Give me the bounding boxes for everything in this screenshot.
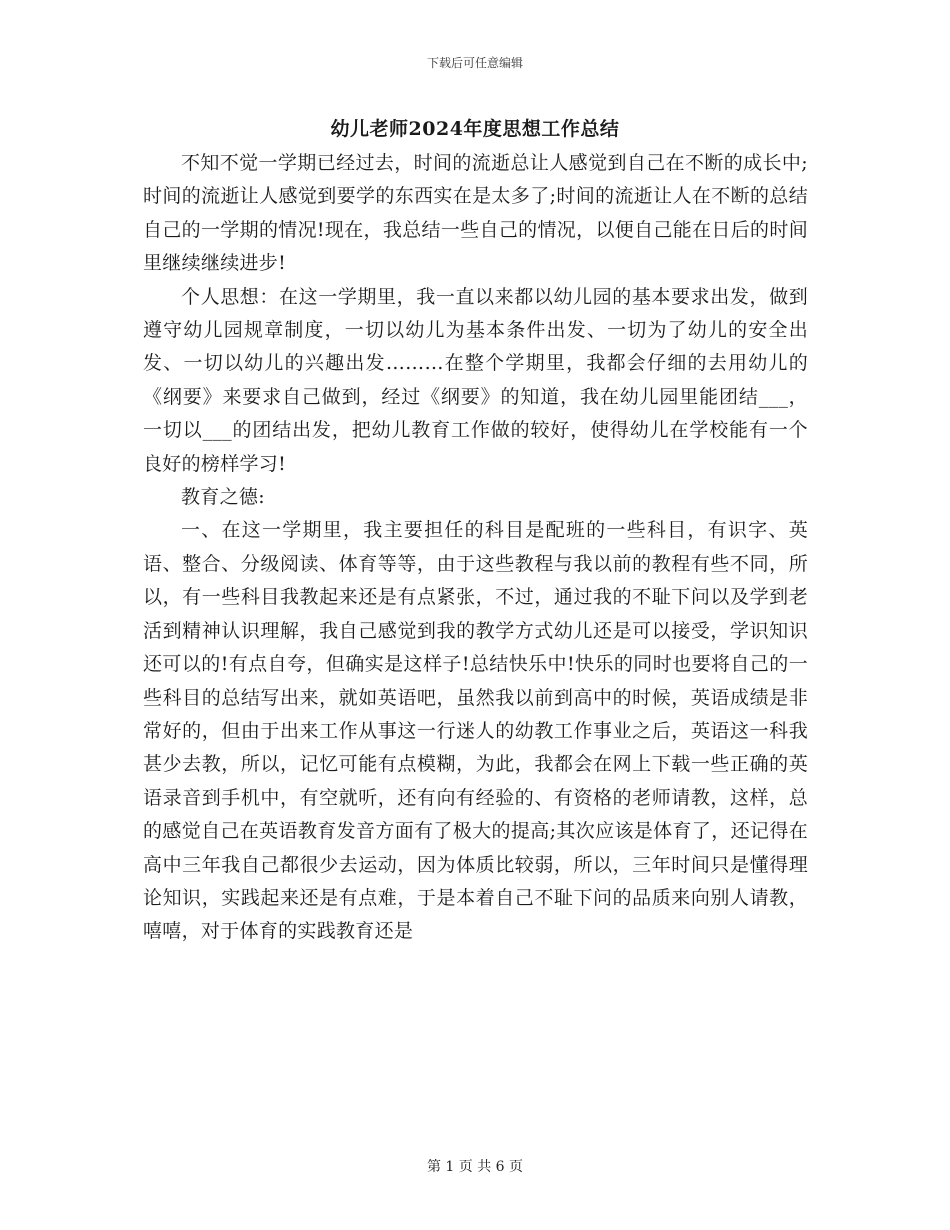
paragraph-section-heading: 教育之德: (181, 486, 265, 509)
paragraph-teaching: 一、在这一学期里，我主要担任的科目是配班的一些科目，有识字、英语、整合、分级阅读、体育等等，由于这些教程与我以前的教程有些不同，所以，有一些科目我教起来还是有点紧张，不过，通过我的不耻下问以及学到老活到精神认识理解，我自己感觉到我的教学方式幼儿还是可以接受，学识知识还可以的!有点自夸，但确实是这样子!总结快乐中!快乐的同时也要将自己的一些科目的总结写出来，就如英语吧，虽然我以前到高中的时候，英语成绩是非常好的，但由于出来工作从事这一行迷人的幼教工作事业之后，英语这一科我甚少去教，所以，记忆可能有点模糊，为此，我都会在网上下载一些正确的英语录音到手机中，有空就听，还有向有经验的、有资格的老师请教，这样，总的感觉自己在英语教育发音方面有了极大的提高;其次应该是体育了，还记得在高中三年我自己都很少去运动，因为体质比较弱，所以，三年时间只是懂得理论知识，实践起来还是有点难，于是本着自己不耻下问的品质来向别人请教，嘻嘻，对于体育的实践教育还是 (143, 519, 808, 943)
page-header-note: 下载后可任意编辑 (426, 56, 523, 70)
paragraph-intro: 不知不觉一学期已经过去，时间的流逝总让人感觉到自己在不断的成长中;时间的流逝让人感觉到要学的东西实在是太多了;时间的流逝让人在不断的总结自己的一学期的情况!现在，我总结一些自己的情况，以便自己能在日后的时间里继续继续进步! (143, 152, 808, 275)
page-number-footer: 第 1 页 共 6 页 (426, 1159, 524, 1175)
document-title: 幼儿老师2024年度思想工作总结 (330, 118, 620, 140)
paragraph-personal-thoughts: 个人思想：在这一学期里，我一直以来都以幼儿园的基本要求出发，做到遵守幼儿园规章制度，一切以幼儿为基本条件出发、一切为了幼儿的安全出发、一切以幼儿的兴趣出发………在整个学期里，我都会仔细的去用幼儿的《纲要》来要求自己做到，经过《纲要》的知道，我在幼儿园里能团结___，一切以___的团结出发，把幼儿教育工作做的较好，使得幼儿在学校能有一个良好的榜样学习! (143, 285, 808, 475)
document-body (143, 147, 808, 949)
